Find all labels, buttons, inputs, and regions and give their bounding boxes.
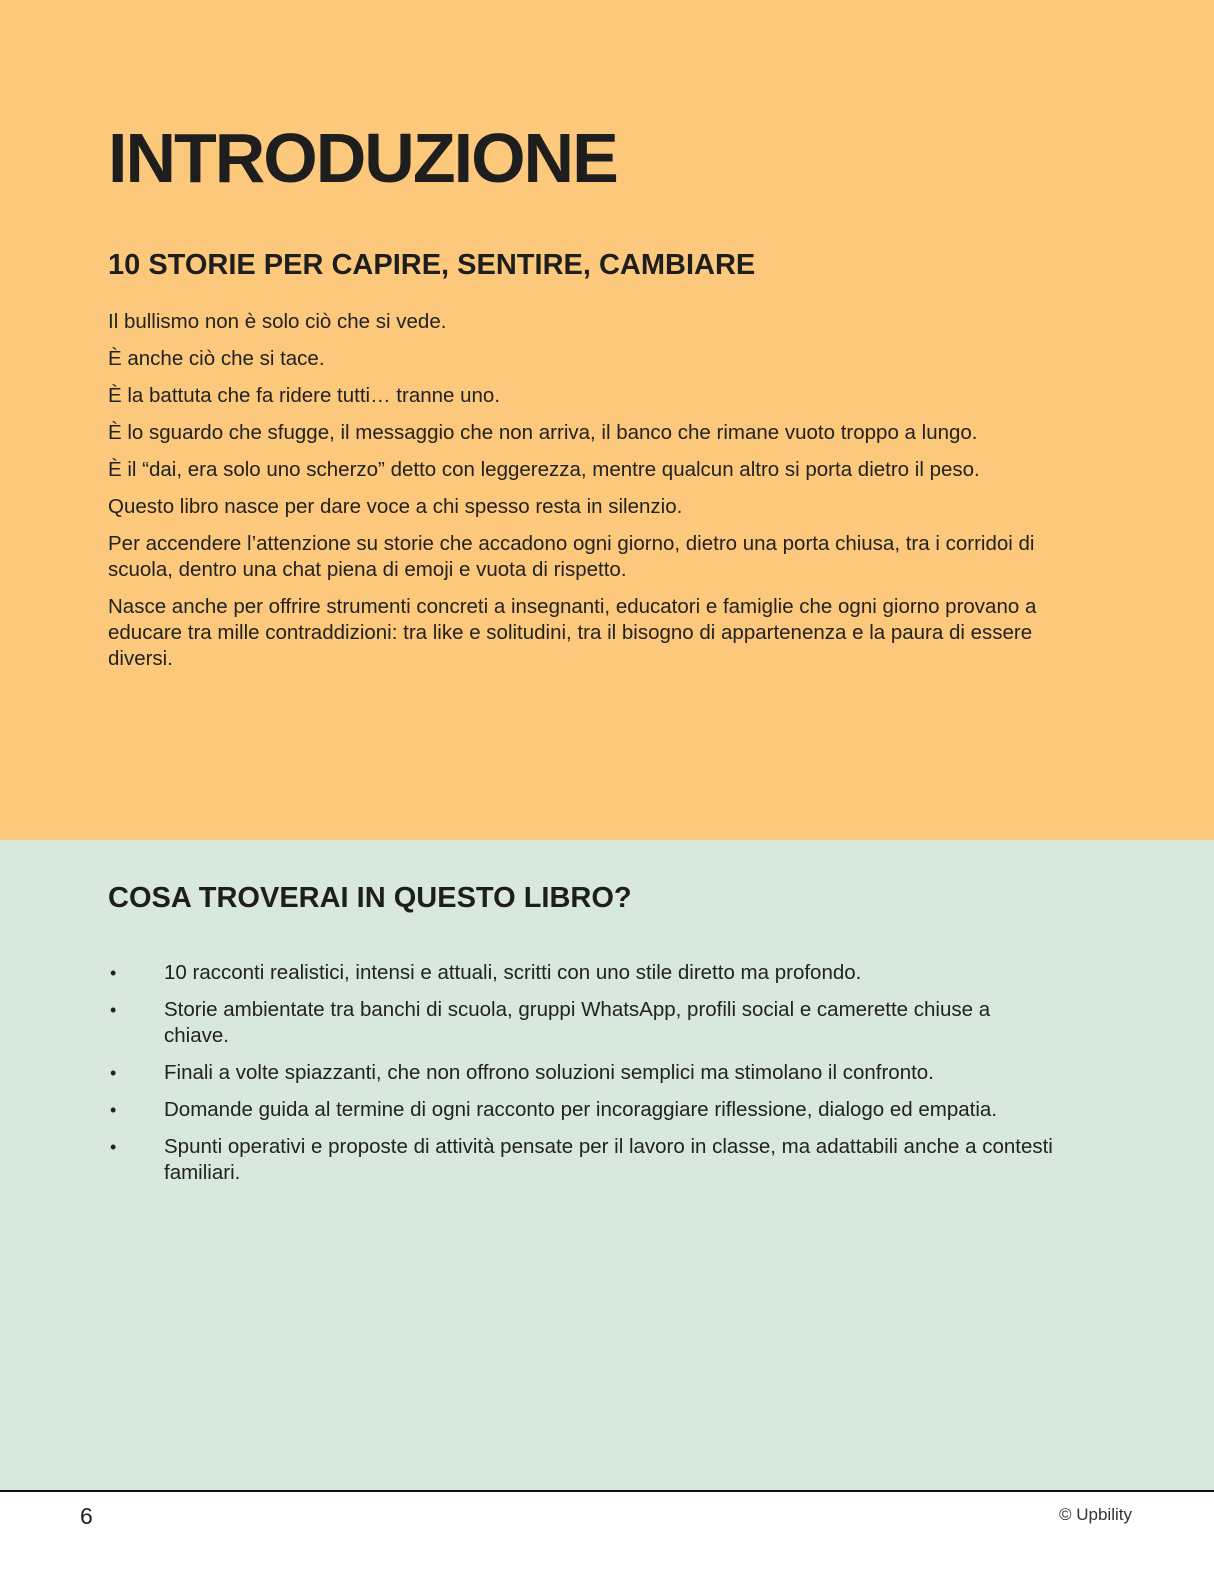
list-item xyxy=(108,997,1053,1049)
list-item-text: Finali a volte spiazzanti, che non offrono soluzioni semplici ma stimolano il confronto. xyxy=(164,1061,934,1084)
intro-paragraph: È lo sguardo che sfugge, il messaggio che non arriva, il banco che rimane vuoto troppo a lungo. xyxy=(108,421,978,444)
bullet-icon: • xyxy=(110,1000,117,1020)
copyright-notice: © Upbility xyxy=(1059,1505,1132,1524)
intro-paragraph: Il bullismo non è solo ciò che si vede. xyxy=(108,310,447,333)
list-item xyxy=(108,1060,1053,1086)
page-title: INTRODUZIONE xyxy=(108,119,617,197)
intro-paragraph: Questo libro nasce per dare voce a chi spesso resta in silenzio. xyxy=(108,495,683,518)
list-item xyxy=(108,1097,1053,1123)
footer-divider xyxy=(0,1490,1214,1492)
intro-text xyxy=(108,309,1053,683)
book-contents-list xyxy=(108,960,1053,1197)
list-item-text: Spunti operativi e proposte di attività pensate per il lavoro in classe, ma adattabili anche a contesti familiari. xyxy=(164,1135,1053,1184)
list-item xyxy=(108,1134,1053,1186)
intro-paragraph: Nasce anche per offrire strumenti concreti a insegnanti, educatori e famiglie che ogni giorno provano a educare tra mille contraddizioni: tra like e solitudini, tra il bisogno di appartenenza e la paura di essere diversi. xyxy=(108,595,1037,670)
bullet-icon: • xyxy=(110,1063,117,1083)
page-number: 6 xyxy=(80,1503,93,1529)
book-contents-heading: COSA TROVERAI IN QUESTO LIBRO? xyxy=(108,882,632,914)
intro-paragraph: È il “dai, era solo uno scherzo” detto con leggerezza, mentre qualcun altro si porta dietro il peso. xyxy=(108,458,980,481)
list-item-text: Storie ambientate tra banchi di scuola, gruppi WhatsApp, profili social e camerette chiuse a chiave. xyxy=(164,998,991,1047)
intro-paragraph: È la battuta che fa ridere tutti… tranne uno. xyxy=(108,384,501,407)
bullet-icon: • xyxy=(110,1137,117,1157)
list-item-text: Domande guida al termine di ogni racconto per incoraggiare riflessione, dialogo ed empatia. xyxy=(164,1098,998,1121)
intro-paragraph: È anche ciò che si tace. xyxy=(108,347,325,370)
list-item-text: 10 racconti realistici, intensi e attuali, scritti con uno stile diretto ma profondo. xyxy=(164,961,862,984)
intro-paragraph: Per accendere l’attenzione su storie che accadono ogni giorno, dietro una porta chiusa, tra i corridoi di scuola, dentro una chat piena di emoji e vuota di rispetto. xyxy=(108,532,1035,581)
bullet-icon: • xyxy=(110,1100,117,1120)
list-item xyxy=(108,960,1053,986)
intro-subtitle: 10 STORIE PER CAPIRE, SENTIRE, CAMBIARE xyxy=(108,249,756,281)
bullet-icon: • xyxy=(110,963,117,983)
